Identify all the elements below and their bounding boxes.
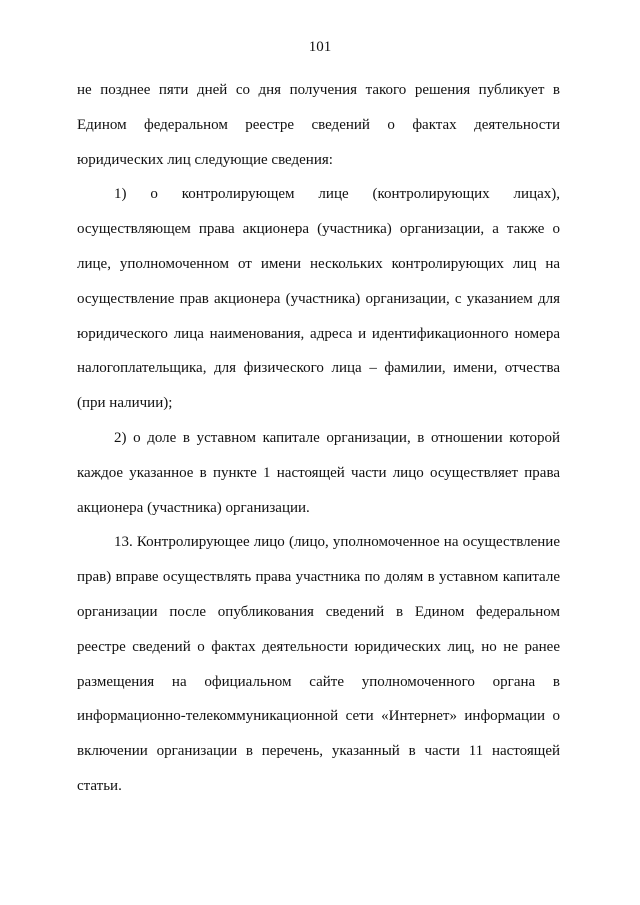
page-number: 101 xyxy=(308,39,332,55)
paragraph-item-1: 1) о контролирующем лице (контролирующих лицах), осуществляющем права акционера (участника) организации, а также о лице, уполномоченном от имени нескольких контролирующих лиц на осуществление прав акционера (участника) организации, с указанием для юридического лица наименования, адреса и идентификационного номера налогоплательщика, для физического лица – фамилии, имени, отчества (при наличии); xyxy=(77,186,560,412)
paragraph-clause-13: 13. Контролирующее лицо (лицо, уполномоченное на осуществление прав) вправе осуществлять права участника по долям в уставном капитале организации после опубликования сведений в Едином федеральном реестре сведений о фактах деятельности юридических лиц, но не ранее размещения на официальном сайте уполномоченного органа в информационно-телекоммуникационной сети «Интернет» информации о включении организации в перечень, указанный в части 11 настоящей статьи. xyxy=(77,534,560,794)
paragraph-item-2: 2) о доле в уставном капитале организации, в отношении которой каждое указанное в пункте 1 настоящей части лицо осуществляет права акционера (участника) организации. xyxy=(77,429,560,516)
paragraph-continuation: не позднее пяти дней со дня получения такого решения публикует в Едином федеральном реестре сведений о фактах деятельности юридических лиц следующие сведения: xyxy=(77,82,560,168)
document-body xyxy=(77,73,560,804)
